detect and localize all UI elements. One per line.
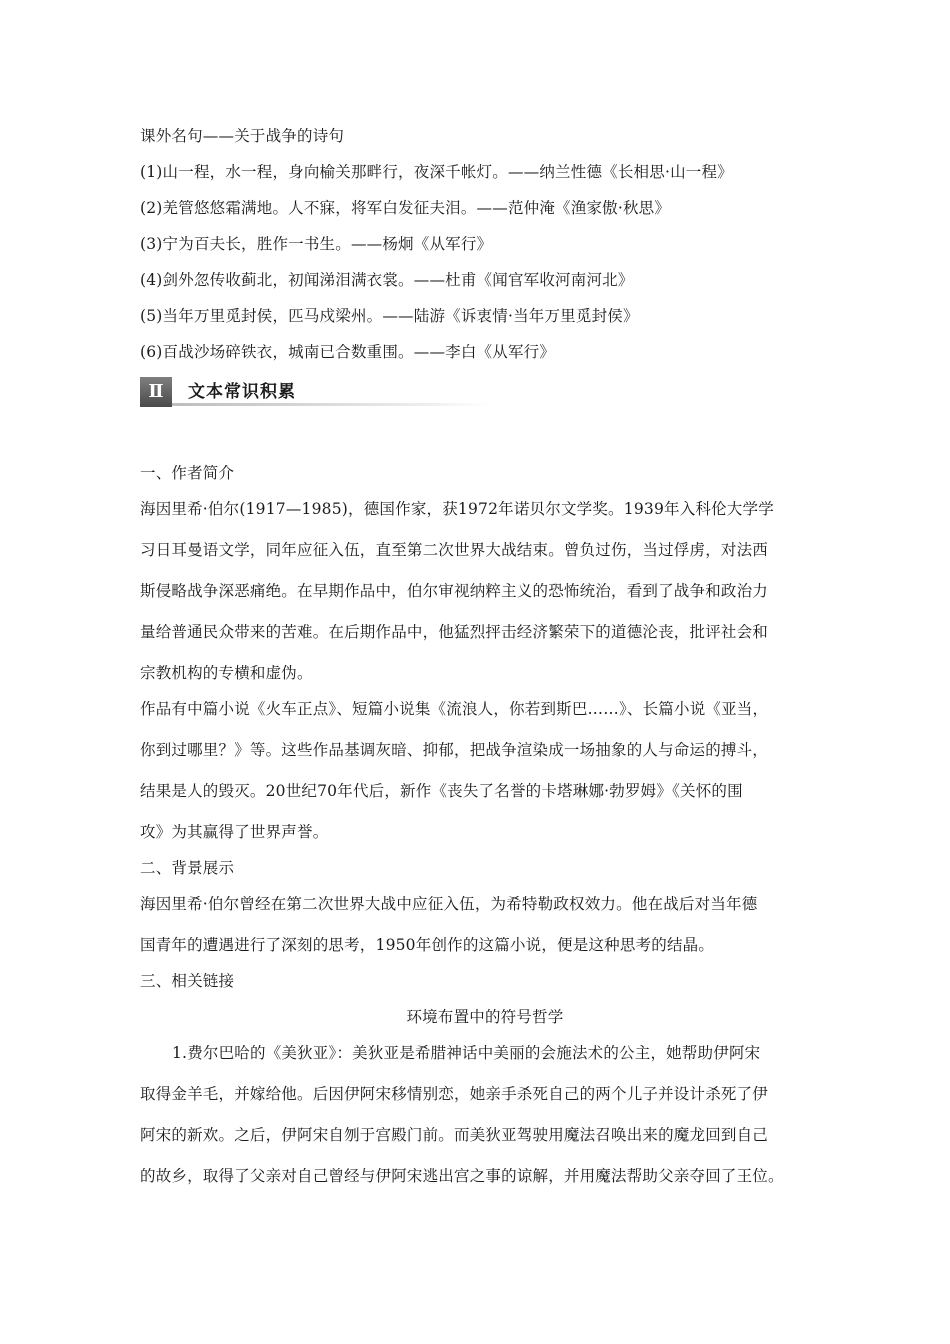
background-heading: 二、背景展示 [140,859,235,877]
quotes-heading: 课外名句——关于战争的诗句 [140,127,345,145]
links-item-line: 取得金羊毛，并嫁给他。后因伊阿宋移情别恋，她亲手杀死自己的两个儿子并设计杀死了伊 [140,1085,769,1103]
section-divider [172,403,490,406]
author-paragraph-line: 习日耳曼语文学，同年应征入伍，直至第二次世界大战结束。曾负过伤，当过俘虏，对法西 [140,541,769,559]
works-paragraph-line: 攻》为其赢得了世界声誉。 [140,823,329,841]
quote-item: (3)宁为百夫长，胜作一书生。——杨炯《从军行》 [140,235,493,253]
links-item-line: 1.费尔巴哈的《美狄亚》：美狄亚是希腊神话中美丽的会施法术的公主，她帮助伊阿宋 [172,1044,761,1062]
author-paragraph-line: 量给普通民众带来的苦难。在后期作品中，他猛烈抨击经济繁荣下的道德沦丧，批评社会和 [140,623,769,641]
works-paragraph-line: 作品有中篇小说《火车正点》、短篇小说集《流浪人，你若到斯巴……》、长篇小说《亚当， [140,700,769,718]
links-heading: 三、相关链接 [140,972,235,990]
section-numeral: Ⅱ [140,377,172,407]
quote-item: (1)山一程，水一程，身向榆关那畔行，夜深千帐灯。——纳兰性德《长相思·山一程》 [140,163,733,181]
author-paragraph-line: 斯侵略战争深恶痛绝。在早期作品中，伯尔审视纳粹主义的恐怖统治，看到了战争和政治力 [140,582,769,600]
background-paragraph-line: 海因里希·伯尔曾经在第二次世界大战中应征入伍，为希特勒政权效力。他在战后对当年德 [140,895,758,913]
author-paragraph-line: 宗教机构的专横和虚伪。 [140,664,313,682]
works-paragraph-line: 你到过哪里？》等。这些作品基调灰暗、抑郁，把战争渲染成一场抽象的人与命运的搏斗， [140,741,769,759]
links-item-line: 阿宋的新欢。之后，伊阿宋自刎于宫殿门前。而美狄亚驾驶用魔法召唤出来的魔龙回到自己 [140,1126,769,1144]
background-paragraph-line: 国青年的遭遇进行了深刻的思考，1950年创作的这篇小说，便是这种思考的结晶。 [140,936,715,954]
author-paragraph-line: 海因里希·伯尔(1917—1985)，德国作家，获1972年诺贝尔文学奖。1939年入科伦大学学 [140,500,774,518]
links-subtitle: 环境布置中的符号哲学 [406,1008,564,1026]
quote-item: (6)百战沙场碎铁衣，城南已合数重围。——李白《从军行》 [140,343,556,361]
links-item-line: 的故乡，取得了父亲对自己曾经与伊阿宋逃出宫之事的谅解，并用魔法帮助父亲夺回了王位。 [140,1167,784,1185]
author-heading: 一、作者简介 [140,464,235,482]
quote-item: (4)剑外忽传收蓟北，初闻涕泪满衣裳。——杜甫《闻官军收河南河北》 [140,271,634,289]
section-title: 文本常识积累 [188,382,296,402]
quote-item: (5)当年万里觅封侯，匹马戍梁州。——陆游《诉衷情·当年万里觅封侯》 [140,307,639,325]
works-paragraph-line: 结果是人的毁灭。20世纪70年代后，新作《丧失了名誉的卡塔琳娜·勃罗姆》《关怀的围 [140,782,743,800]
section-header [140,377,490,407]
quote-item: (2)羌管悠悠霜满地。人不寐，将军白发征夫泪。——范仲淹《渔家傲·秋思》 [140,199,671,217]
